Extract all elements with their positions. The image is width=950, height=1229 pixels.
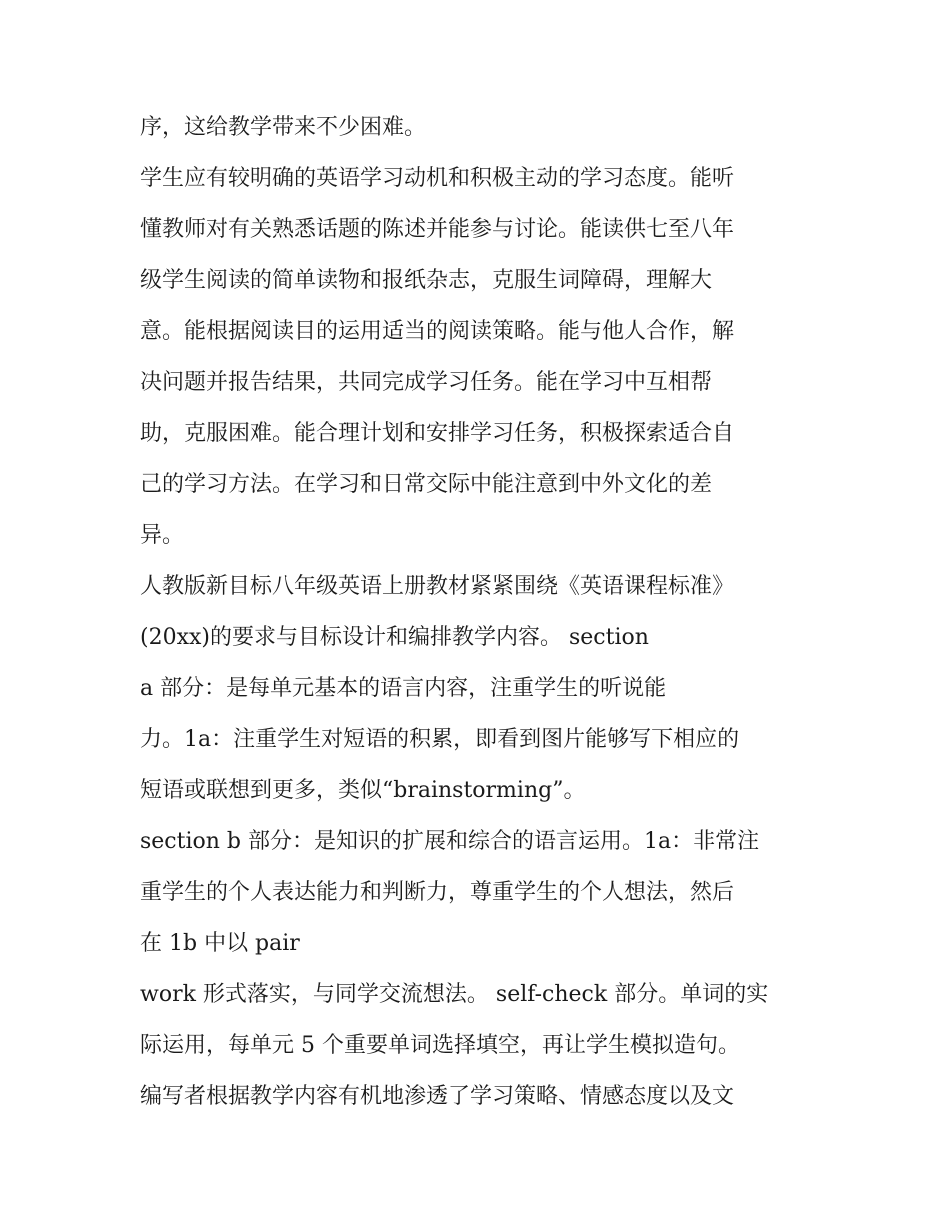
text-line: 学生应有较明确的英语学习动机和积极主动的学习态度。能听 xyxy=(140,166,735,191)
text-line: 际运用，每单元 5 个重要单词选择填空，再让学生模拟造句。 xyxy=(140,1033,740,1058)
text-line: 决问题并报告结果，共同完成学习任务。能在学习中互相帮 xyxy=(140,370,713,395)
text-line: a 部分：是每单元基本的语言内容，注重学生的听说能 xyxy=(140,676,667,701)
text-line: 助，克服困难。能合理计划和安排学习任务，积极探索适合自 xyxy=(140,421,735,446)
text-line: 力。1a：注重学生对短语的积累，即看到图片能够写下相应的 xyxy=(140,727,740,752)
text-line: 异。 xyxy=(140,523,185,548)
text-line: 编写者根据教学内容有机地渗透了学习策略、情感态度以及文 xyxy=(140,1084,735,1109)
body-text xyxy=(140,107,820,1127)
text-line: 序，这给教学带来不少困难。 xyxy=(140,115,427,140)
text-line: 己的学习方法。在学习和日常交际中能注意到中外文化的差 xyxy=(140,472,713,497)
text-line: 人教版新目标八年级英语上册教材紧紧围绕《英语课程标准》 xyxy=(140,574,735,599)
text-line: (20xx)的要求与目标设计和编排教学内容。 section xyxy=(140,625,649,650)
text-line: 意。能根据阅读目的运用适当的阅读策略。能与他人合作，解 xyxy=(140,319,735,344)
text-line: 短语或联想到更多，类似“brainstorming”。 xyxy=(140,778,586,803)
text-line: work 形式落实，与同学交流想法。 self-check 部分。单词的实 xyxy=(140,982,769,1007)
text-line: 在 1b 中以 pair xyxy=(140,931,300,956)
text-line: 懂教师对有关熟悉话题的陈述并能参与讨论。能读供七至八年 xyxy=(140,217,735,242)
text-line: section b 部分：是知识的扩展和综合的语言运用。1a：非常注 xyxy=(140,829,760,854)
text-line: 重学生的个人表达能力和判断力，尊重学生的个人想法，然后 xyxy=(140,880,735,905)
text-line: 级学生阅读的简单读物和报纸杂志，克服生词障碍，理解大 xyxy=(140,268,713,293)
